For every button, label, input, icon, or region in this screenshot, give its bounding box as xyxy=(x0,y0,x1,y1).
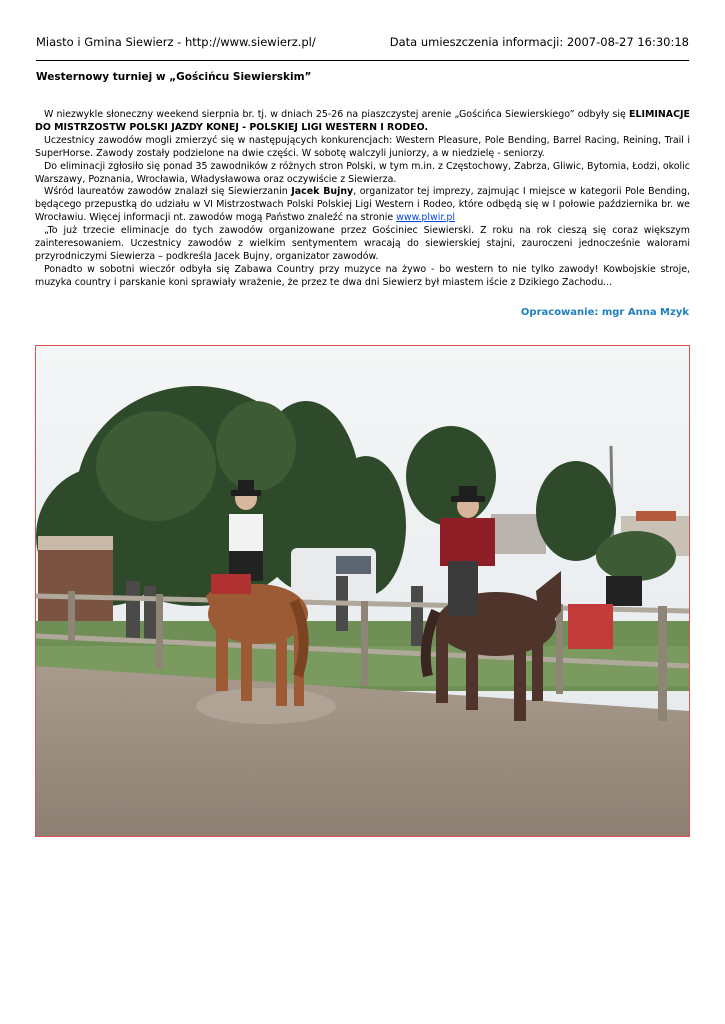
paragraph-3: Do eliminacji zgłosiło się ponad 35 zawodników z różnych stron Polski, w tym m.in. z Częstochowy, Zabrza, Gliwic, Bytomia, Łodzi, okolic Warszawy, Poznania, Wrocławia, Władysławowa oraz oczywiście z Siewierza. xyxy=(35,160,690,185)
plwir-link[interactable]: www.plwir.pl xyxy=(396,212,456,224)
page-header xyxy=(36,35,689,55)
article-title: Westernowy turniej w „Gościńcu Siewierskim” xyxy=(36,71,312,83)
paragraph-1-bold: ELIMINACJE DO MISTRZOSTW POLSKI JAZDY KONEJ - POLSKIEJ LIGI WESTERN I RODEO. xyxy=(35,109,690,133)
paragraph-1-text: W niezwykle słoneczny weekend sierpnia br. tj. w dniach 25-26 na piaszczystej arenie „Gościńca Siewierskiego” odbyły się xyxy=(44,109,630,120)
header-divider xyxy=(36,60,689,61)
article-photo xyxy=(35,345,690,837)
paragraph-4 xyxy=(35,186,690,225)
article-body xyxy=(35,109,690,290)
paragraph-5: „To już trzecie eliminacje do tych zawodów organizowane przez Gościniec Siewierski. Z roku na rok cieszą się coraz większym zainteresowaniem. Uczestnicy zawodów z wielkim sentymentem wracają do siewierskiej stajni, zauroczeni jednocześnie walorami przyrodniczymi Siewierza – podkreśla Jacek Bujny, organizator zawodów. xyxy=(35,225,690,262)
author-credit: Opracowanie: mgr Anna Mzyk xyxy=(520,307,689,318)
paragraph-4-text: Wśród laureatów zawodów znalazł się Siewierzanin xyxy=(44,186,292,198)
paragraph-4-text-cont: , organizator tej imprezy, zajmując I miejsce w kategorii Pole Bending, będącego przepustką do udziału w VI Mistrzostwach Polski Polskiej Ligi Western i Rodeo, które odbędą się w I połowie października br. we Wrocławiu. Więcej informacji nt. zawodów mogą Państwo znaleźć na stronie xyxy=(35,186,690,224)
western-riding-photo xyxy=(36,346,689,836)
site-name: Miasto i Gmina Siewierz - http://www.siewierz.pl/ xyxy=(36,35,316,49)
person-name: Jacek Bujny xyxy=(291,186,354,198)
paragraph-6: Ponadto w sobotni wieczór odbyła się Zabawa Country przy muzyce na żywo - bo western to nie tylko zawody! Kowbojskie stroje, muzyka country i parskanie koni sprawiały wrażenie, że przez te dwa dni Siewierz był miastem iście z Dzikiego Zachodu... xyxy=(35,263,690,288)
publish-date: Data umieszczenia informacji: 2007-08-27 16:30:18 xyxy=(389,35,689,49)
paragraph-2: Uczestnicy zawodów mogli zmierzyć się w następujących konkurencjach: Western Pleasure, Pole Bending, Barrel Racing, Reining, Trail i SuperHorse. Zawody zostały podzielone na dwie części. W sobotę walczyli juniorzy, a w niedzielę - seniorzy. xyxy=(35,134,690,159)
paragraph-1 xyxy=(35,109,690,135)
